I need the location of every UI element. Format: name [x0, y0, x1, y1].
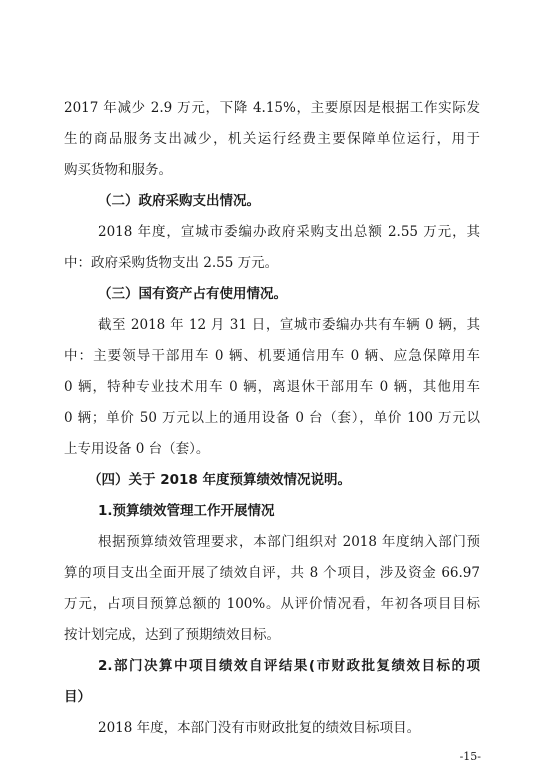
- paragraph-line: 算的项目支出全面开展了绩效自评，共 8 个项目，涉及资金 66.97: [64, 565, 480, 581]
- paragraph-line: 中：主要领导干部用车 0 辆、机要通信用车 0 辆、应急保障用车: [64, 348, 480, 364]
- paragraph-line: 中：政府采购货物支出 2.55 万元。: [64, 255, 279, 271]
- paragraph-line: 购买货物和服务。: [64, 162, 172, 178]
- subsection-heading: 2.部门决算中项目绩效自评结果(市财政批复绩效目标的项: [98, 658, 480, 674]
- paragraph-line: 根据预算绩效管理要求，本部门组织对 2018 年度纳入部门预: [98, 534, 480, 550]
- page-number: -15-: [459, 750, 481, 763]
- paragraph-line: 上专用设备 0 台（套）。: [64, 441, 210, 457]
- section-heading: （二）政府采购支出情况。: [98, 193, 260, 209]
- section-heading: （四）关于 2018 年度预算绩效情况说明。: [88, 472, 351, 488]
- paragraph-line: 0 辆；单价 50 万元以上的通用设备 0 台（套），单价 100 万元以: [64, 410, 480, 426]
- paragraph-line: 生的商品服务支出减少，机关运行经费主要保障单位运行，用于: [64, 131, 480, 147]
- paragraph-line: 0 辆，特种专业技术用车 0 辆，离退休干部用车 0 辆，其他用车: [64, 379, 480, 395]
- paragraph-line: 万元，占项目预算总额的 100%。从评价情况看，年初各项目目标: [64, 596, 480, 612]
- paragraph-line: 2017 年减少 2.9 万元，下降 4.15%，主要原因是根据工作实际发: [64, 100, 480, 116]
- subsection-heading: 目）: [64, 689, 91, 705]
- paragraph-line: 2018 年度，本部门没有市财政批复的绩效目标项目。: [98, 720, 421, 736]
- section-heading: （三）国有资产占有使用情况。: [98, 286, 287, 302]
- paragraph-line: 2018 年度，宣城市委编办政府采购支出总额 2.55 万元，其: [98, 224, 480, 240]
- paragraph-line: 截至 2018 年 12 月 31 日，宣城市委编办共有车辆 0 辆，其: [98, 317, 480, 333]
- paragraph-line: 按计划完成，达到了预期绩效目标。: [64, 627, 280, 643]
- subsection-heading: 1.预算绩效管理工作开展情况: [98, 503, 275, 519]
